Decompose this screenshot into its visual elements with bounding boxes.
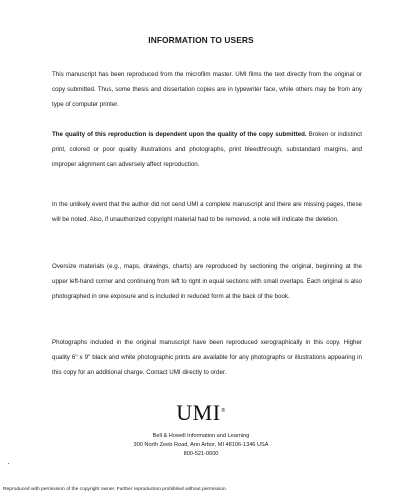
paragraph-text: Oversize materials (e.g., maps, drawings, charts) are reproduced by sectioning the original, beginning at the upper left-hand corner and continuing from left to right in equal sections with small overlaps. Each original is also photographed in one exposure and is included in reduced form at the back of the book. <box>52 263 362 300</box>
paragraph-microfilm <box>52 68 362 112</box>
publisher-name: Bell & Howell Information and Learning <box>152 433 250 439</box>
umi-logo <box>0 402 402 424</box>
publisher-phone: 800-521-0600 <box>183 451 219 457</box>
copyright-footer: Reproduced with permission of the copyright owner. Further reproduction prohibited without permission. <box>3 487 227 492</box>
paragraph-oversize <box>52 260 362 304</box>
registered-mark: ® <box>221 408 226 414</box>
paragraph-text: Photographs included in the original manuscript have been reproduced xerographically in this copy. Higher quality 6" x 9" black and white photographic prints are available for any photographs or illustrations appearing in this copy for an additional charge. Contact UMI directly to order. <box>52 339 362 376</box>
paragraph-text: Broken or indistinct print, colored or poor quality illustrations and photographs, print bleedthrough, substandard margins, and improper alignment can adversely affect reproduction. <box>52 131 362 168</box>
logo-text: UMI <box>176 400 221 425</box>
paragraph-text: In the unlikely event that the author did not send UMI a complete manuscript and there are missing pages, these will be noted. Also, if unauthorized copyright material had to be removed, a note will indicate the deletion. <box>52 201 362 223</box>
paragraph-lead-bold: The quality of this reproduction is dependent upon the quality of the copy submitted. <box>52 131 307 138</box>
paragraph-text: This manuscript has been reproduced from the microfilm master. UMI films the text directly from the original or copy submitted. Thus, some thesis and dissertation copies are in typewriter face, while others may be from any type of computer printer. <box>52 71 362 108</box>
page-title: INFORMATION TO USERS <box>148 35 254 45</box>
paragraph-quality <box>52 128 362 172</box>
scan-speck <box>8 463 9 464</box>
publisher-street: 300 North Zeeb Road, Ann Arbor, MI 48106-1346 USA <box>133 442 269 448</box>
paragraph-missing-pages <box>52 198 362 228</box>
paragraph-photographs <box>52 336 362 380</box>
